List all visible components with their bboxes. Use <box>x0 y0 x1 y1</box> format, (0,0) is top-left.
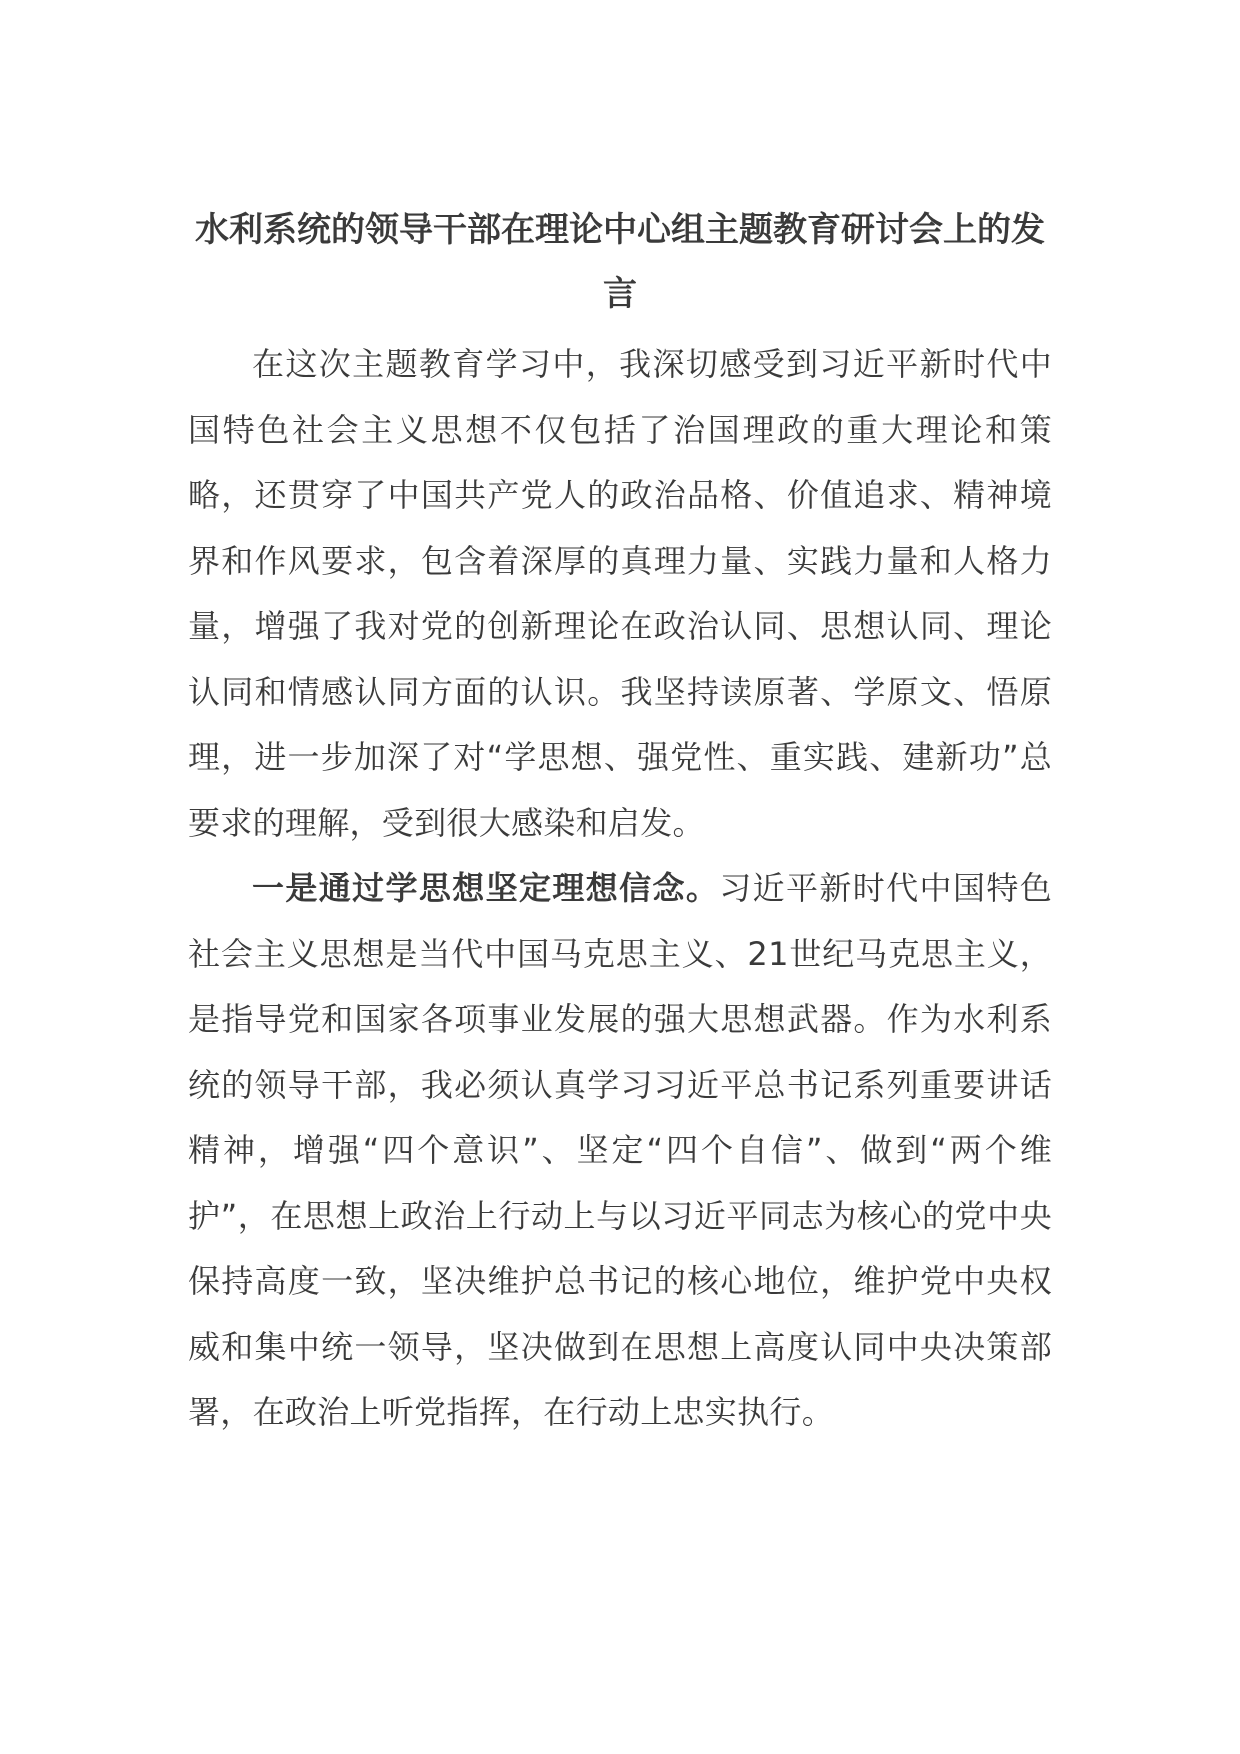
paragraph-body: 习近平新时代中国特色社会主义思想是当代中国马克思主义、21世纪马克思主义，是指导党和国家各项事业发展的强大思想武器。作为水利系统的领导干部，我必须认真学习习近平总书记系列重要讲话精神，增强“四个意识”、坚定“四个自信”、做到“两个维护”，在思想上政治上行动上与以习近平同志为核心的党中央保持高度一致，坚决维护总书记的核心地位，维护党中央权威和集中统一领导，坚决做到在思想上高度认同中央决策部署，在政治上听党指挥，在行动上忠实执行。 <box>188 869 1052 1431</box>
paragraph-point-one <box>188 856 1052 1446</box>
paragraph-lead: 一是通过学思想坚定理想信念。 <box>252 869 720 907</box>
document-title: 水利系统的领导干部在理论中心组主题教育研讨会上的发言 <box>195 210 1045 314</box>
document-page <box>188 198 1052 1446</box>
paragraph-body: 在这次主题教育学习中，我深切感受到习近平新时代中国特色社会主义思想不仅包括了治国理政的重大理论和策略，还贯穿了中国共产党人的政治品格、价值追求、精神境界和作风要求，包含着深厚的真理力量、实践力量和人格力量，增强了我对党的创新理论在政治认同、思想认同、理论认同和情感认同方面的认识。我坚持读原著、学原文、悟原理，进一步加深了对“学思想、强党性、重实践、建新功”总要求的理解，受到很大感染和启发。 <box>188 345 1052 842</box>
paragraph-intro <box>188 332 1052 856</box>
